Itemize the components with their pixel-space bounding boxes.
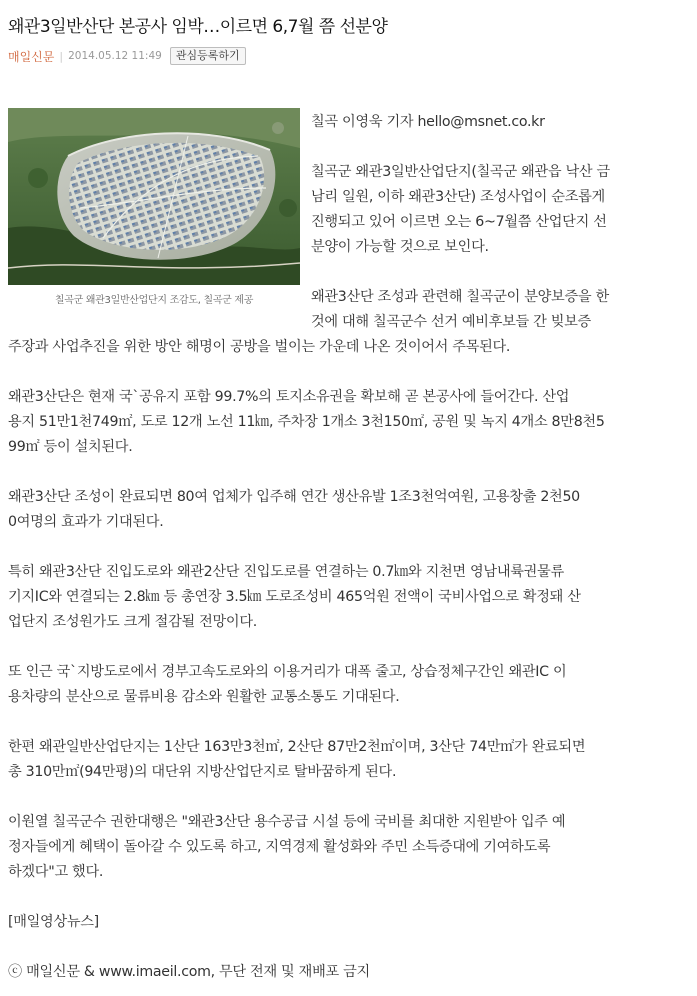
body-line: 특히 왜관3산단 진입도로와 왜관2산단 진입도로를 연결하는 0.7㎞와 지천면 영남내륙권물류 — [8, 564, 564, 580]
body-line: 용차량의 분산으로 물류비용 감소와 원활한 교통소통도 기대된다. — [8, 689, 400, 705]
body-line: 분양이 가능할 것으로 보인다. — [311, 239, 489, 255]
meta-separator: | — [59, 49, 64, 63]
paragraph-spacer — [8, 885, 686, 910]
body-line: 진행되고 있어 이르면 오는 6~7월쯤 산업단지 선 — [311, 214, 607, 230]
body-paragraph — [8, 735, 686, 785]
body-line: 또 인근 국`지방도로에서 경부고속도로와의 이용거리가 대폭 줄고, 상습정체구간인 왜관IC 이 — [8, 664, 567, 680]
body-paragraph — [8, 385, 686, 460]
paragraph-spacer — [8, 935, 686, 960]
paragraph-spacer — [8, 535, 686, 560]
paragraph-spacer — [8, 260, 686, 285]
body-line: 총 310만㎡(94만평)의 대단위 지방산업단지로 탈바꿈하게 된다. — [8, 764, 397, 780]
body-paragraph — [8, 560, 686, 635]
paragraph-spacer — [8, 710, 686, 735]
source-link[interactable]: 매일신문 — [8, 49, 55, 64]
paragraph-spacer — [8, 635, 686, 660]
article-headline: 왜관3일반산단 본공사 임박…이르면 6,7월 쯤 선분양 — [8, 17, 388, 37]
body-line: 0여명의 효과가 기대된다. — [8, 514, 164, 530]
body-paragraph — [8, 485, 686, 535]
body-line: 칠곡군 왜관3일반산업단지(칠곡군 왜관읍 낙산 금 — [311, 164, 610, 180]
news-tag: [매일영상뉴스] — [8, 914, 99, 930]
article-meta — [8, 47, 246, 65]
body-paragraph — [8, 660, 686, 710]
photo-caption: 칠곡군 왜관3일반산업단지 조감도, 칠곡군 제공 — [54, 295, 254, 306]
body-line: 한편 왜관일반산업단지는 1산단 163만3천㎡, 2산단 87만2천㎡이며, 3산단 74만㎡가 완료되면 — [8, 739, 586, 755]
body-line: 주장과 사업추진을 위한 방안 해명이 공방을 벌이는 가운데 나온 것이어서 주목된다. — [8, 339, 511, 355]
paragraph-spacer — [8, 785, 686, 810]
body-line: 업단지 조성원가도 크게 절감될 전망이다. — [8, 614, 257, 630]
body-line: 99㎡ 등이 설치된다. — [8, 439, 133, 455]
body-line: 기지IC와 연결되는 2.8㎞ 등 총연장 3.5㎞ 도로조성비 465억원 전액이 국비사업으로 확정돼 산 — [8, 589, 581, 605]
byline-paragraph — [8, 110, 686, 135]
body-line: 것에 대해 칠곡군수 선거 예비후보들 간 빚보증 — [311, 314, 591, 330]
article-body — [8, 110, 686, 985]
body-line: 남리 일원, 이하 왜관3산단) 조성사업이 순조롭게 — [311, 189, 605, 205]
body-paragraph — [8, 160, 686, 260]
paragraph-spacer — [8, 360, 686, 385]
body-line: 이원열 칠곡군수 권한대행은 "왜관3산단 용수공급 시설 등에 국비를 최대한 지원받아 입주 예 — [8, 814, 566, 830]
body-line: 왜관3산단은 현재 국`공유지 포함 99.7%의 토지소유권을 확보해 곧 본공사에 들어간다. 산업 — [8, 389, 570, 405]
body-line: 용지 51만1천749㎡, 도로 12개 노선 11㎞, 주차장 1개소 3천150㎡, 공원 및 녹지 4개소 8만8천5 — [8, 414, 605, 430]
news-tag-paragraph — [8, 910, 686, 935]
body-line: 왜관3산단 조성과 관련해 칠곡군이 분양보증을 한 — [311, 289, 609, 305]
bookmark-button[interactable]: 관심등록하기 — [170, 47, 246, 65]
paragraph-spacer — [8, 460, 686, 485]
byline: 칠곡 이영욱 기자 hello@msnet.co.kr — [311, 114, 545, 130]
copyright-notice: ⓒ 매일신문 & www.imaeil.com, 무단 전재 및 재배포 금지 — [8, 964, 370, 980]
body-paragraph — [8, 810, 686, 885]
body-line: 하겠다"고 했다. — [8, 864, 104, 880]
publish-datetime: 2014.05.12 11:49 — [68, 50, 162, 62]
copyright-paragraph — [8, 960, 686, 985]
body-line: 정자들에게 혜택이 돌아갈 수 있도록 하고, 지역경제 활성화와 주민 소득증대에 기여하도록 — [8, 839, 551, 855]
body-paragraph — [8, 285, 686, 360]
paragraph-spacer — [8, 135, 686, 160]
body-line: 왜관3산단 조성이 완료되면 80여 업체가 입주해 연간 생산유발 1조3천억여원, 고용창출 2천50 — [8, 489, 580, 505]
